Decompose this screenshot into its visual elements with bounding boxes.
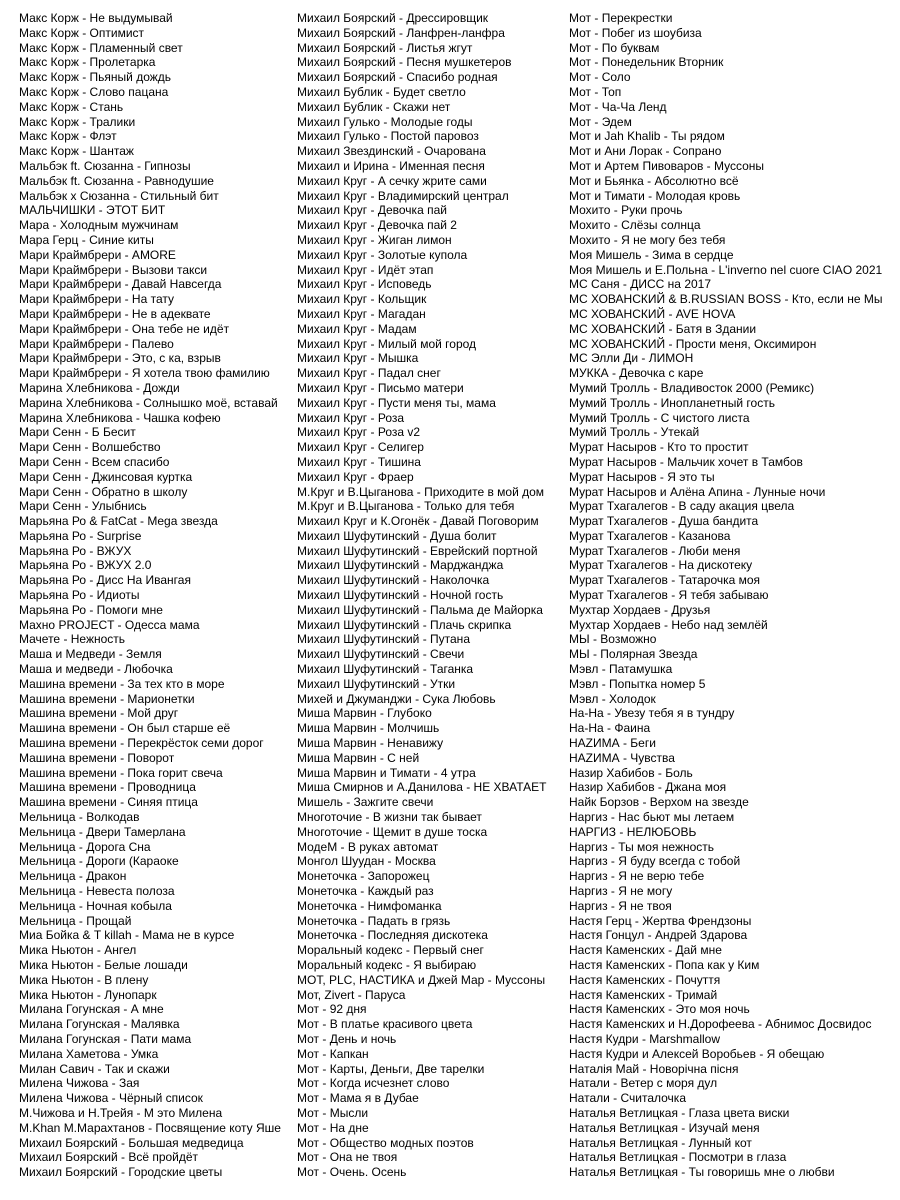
song-list-item: Мурат Тхагалегов - На дискотеку [569,558,753,573]
song-list-item: Машина времени - Перекрёсток семи дорог [19,736,264,751]
song-list-item: Михаил Круг - Исповедь [297,277,432,292]
song-list-item: Наталія Май - Новорічна пісня [569,1061,739,1076]
song-list-item: МОТ, PLC, НАСТИКА и Джей Мар - Муссоны [297,972,546,987]
song-list-item: Мари Сенн - Улыбнись [19,499,147,514]
song-list-item: Настя Каменских - Почуття [569,972,721,987]
song-list-item: Мот - Очень. Осень [297,1165,407,1180]
song-list-item: Михаил Боярский - Спасибо родная [297,70,498,85]
song-list-item: Михаил Гулько - Молодые годы [297,114,473,129]
song-list-item: Мумий Тролль - С чистого листа [569,410,750,425]
song-list-item: Машина времени - Марионетки [19,691,195,706]
song-list-item: Мари Краймбрери - Давай Навсегда [19,277,222,292]
song-list-item: Маша и медведи - Любочка [19,662,173,677]
song-list-item: М.Круг и В.Цыганова - Только для тебя [297,499,515,514]
song-list-item: Мари Сенн - Всем спасибо [19,454,170,469]
song-list-item: Михаил Бублик - Скажи нет [297,99,451,114]
song-list-item: Махно PROJECT - Одесса мама [19,617,200,632]
song-list-item: Многоточие - Щемит в душе тоска [297,824,488,839]
song-list-item: Милана Хаметова - Умка [19,1046,159,1061]
song-list-item: Настя Кудри и Алексей Воробьев - Я обещаю [569,1046,825,1061]
song-list-item: Михаил Круг - Владимирский централ [297,188,509,203]
song-list-item: Настя Каменских - Тримай [569,987,718,1002]
song-list-item: Мельница - Прощай [19,913,132,928]
song-list-item: МУККА - Девочка с каре [569,366,704,381]
song-list-item: Марина Хлебникова - Дожди [19,380,180,395]
song-list-item: Мот - Карты, Деньги, Две тарелки [297,1061,485,1076]
song-list-item: Мот - Перекрестки [569,11,673,25]
song-list-item: НАZИМА - Беги [569,736,656,751]
song-list-item: Макс Корж - Стань [19,99,124,114]
song-list-item: Машина времени - Пока горит свеча [19,765,223,780]
song-list-item: MC ХОВАНСКИЙ - Прости меня, Оксимирон [569,336,817,351]
song-list-item: Михаил Боярский - Большая медведица [19,1135,244,1150]
song-list-item: Мари Краймбрери - Не в адеквате [19,306,211,321]
song-list-item: Макс Корж - Тралики [19,114,136,129]
song-list-item: Михаил Боярский - Дрессировщик [297,11,489,25]
song-list-item: Натали - Считалочка [569,1091,686,1106]
song-list-item: Мурат Тхагалегов - Я тебя забываю [569,588,769,603]
song-list-item: Мот - По буквам [569,40,660,55]
song-list-item: Мишель - Зажгите свечи [297,795,434,810]
song-list-item: Марьяна Ро - Surprise [19,528,142,543]
song-list-column-3 [569,11,897,1180]
song-list-item: Наргиз - Я буду всегда с тобой [569,854,741,869]
song-list-item: МЫ - Возможно [569,632,657,647]
song-list-item: Милена Чижова - Зая [19,1076,140,1091]
song-list-item: Машина времени - Синяя птица [19,795,198,810]
song-list-item: Мурат Тхагалегов - Люби меня [569,543,741,558]
song-list-item: Мот - Эдем [569,114,632,129]
song-list-item: Михаил Шуфутинский - Душа болит [297,528,497,543]
song-list-item: Милена Чижова - Чёрный список [19,1091,203,1106]
song-list-item: Михаил Круг - Девочка пай 2 [297,218,457,233]
song-list-item: НАZИМА - Чувства [569,750,675,765]
song-list-item: Мальбэк ft. Сюзанна - Равнодушие [19,173,214,188]
song-list-item: Моя Мишель и Е.Польна - L'inverno nel cuore CIAO 2021 [569,262,883,277]
song-list-item: Монеточка - Последняя дискотека [297,928,488,943]
song-list-item: Михаил Круг - Магадан [297,306,426,321]
song-list-item: Мари Сенн - Джинсовая куртка [19,469,193,484]
song-list-item: Мот и Бьянка - Абсолютно всё [569,173,739,188]
song-list-item: Марина Хлебникова - Солнышко моё, вставай [19,395,278,410]
song-list-item: Михаил Круг - Кольщик [297,292,427,307]
song-list-item: Мот - День и ночь [297,1031,397,1046]
song-list-item: Мари Сенн - Обратно в школу [19,484,188,499]
song-list-item: Мухтар Хордаев - Друзья [569,602,711,617]
song-list-item: Мальбэк ft. Сюзанна - Гипнозы [19,158,191,173]
song-list-item: Мачете - Нежность [19,632,126,647]
song-list-item: Михаил Шуфутинский - Пальма де Майорка [297,602,543,617]
song-list-item: Михаил Круг - Тишина [297,454,421,469]
song-list-item: Михаил Шуфутинский - Утки [297,676,456,691]
song-list-item: Михаил Круг - Золотые купола [297,247,468,262]
song-list-item: Марьяна Ро - Идиоты [19,588,140,603]
song-list-item: Монеточка - Нимфоманка [297,898,442,913]
song-list-item: Милан Савич - Так и скажи [19,1061,170,1076]
song-list-item: Мот - Побег из шоубиза [569,25,702,40]
song-list-item: Марьяна Ро - Помоги мне [19,602,163,617]
song-list-item: Михаил Боярский - Городские цветы [19,1165,223,1180]
song-list-item: Многоточие - В жизни так бывает [297,810,482,825]
song-list-item: MC ХОВАНСКИЙ & B.RUSSIAN BOSS - Кто, если не Мы [569,292,883,307]
song-list-item: Моральный кодекс - Первый снег [297,943,484,958]
song-list-item: Марьяна Ро - ВЖУХ 2.0 [19,558,152,573]
song-list-item: Михаил Шуфутинский - Путана [297,632,470,647]
song-list-item: Машина времени - Проводница [19,780,196,795]
song-list-item: Михаил Звездинский - Очарована [297,144,486,159]
song-list-item: Мот, Zivert - Паруса [297,987,406,1002]
song-list-item: Мот - Капкан [297,1046,369,1061]
song-list-item: Милана Гогунская - А мне [19,1002,164,1017]
song-list-item: Михаил Шуфутинский - Таганка [297,662,474,677]
song-list-item: Миа Бойка & T killah - Мама не в курсе [19,928,235,943]
song-list-item: Мурат Тхагалегов - В саду акация цвела [569,499,795,514]
song-list-item: Михаил Круг - Девочка пай [297,203,447,218]
song-list-item: НАРГИЗ - НЕЛЮБОВЬ [569,824,697,839]
song-list-item: Мика Ньютон - Лунопарк [19,987,157,1002]
song-list-item: Монеточка - Каждый раз [297,884,434,899]
song-list-item: Настя Герц - Жертва Френдзоны [569,913,752,928]
song-list-item: Мэвл - Патамушка [569,662,673,677]
song-list-item: Маша и Медведи - Земля [19,647,162,662]
song-list-item: Мельница - Дороги (Караоке [19,854,179,869]
song-list-item: Натали - Ветер с моря дул [569,1076,718,1091]
song-list-item: Мельница - Дорога Сна [19,839,151,854]
song-list-item: Настя Каменских и Н.Дорофеева - Абнимос Досвидос [569,1017,872,1032]
song-list-item: Мари Краймбрери - Это, с ка, взрыв [19,351,221,366]
song-list-item: Михаил Круг - Жиган лимон [297,232,452,247]
song-list-item: Мари Краймбрери - Она тебе не идёт [19,321,230,336]
song-list-item: Мот - Мама я в Дубае [297,1091,419,1106]
song-list-item: Машина времени - Мой друг [19,706,179,721]
song-list-item: Макс Корж - Пролетарка [19,55,156,70]
song-list-item: Михаил Боярский - Листья жгут [297,40,473,55]
song-list-item: МЫ - Полярная Звезда [569,647,698,662]
song-list-item: Мика Ньютон - Белые лошади [19,958,188,972]
song-list-item: Мельница - Двери Тамерлана [19,824,186,839]
song-list-item: Михаил Шуфутинский - Свечи [297,647,465,662]
song-list-item: Машина времени - Поворот [19,750,175,765]
song-list-item: Миша Марвин - Молчишь [297,721,440,736]
song-list-item: Монеточка - Падать в грязь [297,913,451,928]
song-list-item: Мот - Топ [569,84,622,99]
song-list-item: Назир Хабибов - Боль [569,765,693,780]
song-list-item: Михаил Боярский - Всё пройдёт [19,1150,199,1165]
song-list-item: Наргиз - Ты моя нежность [569,839,715,854]
song-list-item: Михаил Шуфутинский - Плачь скрипка [297,617,512,632]
song-list-item: Михаил Гулько - Постой паровоз [297,129,479,144]
song-list-item: Михаил Круг - Мадам [297,321,417,336]
song-list-item: Миша Марвин - Ненавижу [297,736,444,751]
song-list-item: На-На - Увезу тебя я в тундру [569,706,735,721]
song-list-item: Мохито - Руки прочь [569,203,683,218]
song-list-item: Мурат Тхагалегов - Татарочка моя [569,573,761,588]
song-list-item: Наталья Ветлицкая - Посмотри в глаза [569,1150,787,1165]
song-list-item: Мурат Насыров - Мальчик хочет в Тамбов [569,454,803,469]
song-list-item: Михаил Круг - Милый мой город [297,336,477,351]
song-list-item: Моя Мишель - Зима в сердце [569,247,734,262]
song-list-item: Мурат Насыров - Я это ты [569,469,715,484]
song-list-item: Наталья Ветлицкая - Изучай меня [569,1120,760,1135]
song-list-item: Мот и Тимати - Молодая кровь [569,188,741,203]
song-list-item: Мэвл - Холодок [569,691,656,706]
song-list-item: Мельница - Дракон [19,869,127,884]
song-list-item: Мот и Jah Khalib - Ты рядом [569,129,725,144]
song-list-item: Настя Каменских - Дай мне [569,943,722,958]
song-list-item: Мухтар Хордаев - Небо над землёй [569,617,768,632]
song-list-item: Михаил Круг и К.Огонёк - Давай Поговорим [297,514,539,529]
song-list-item: Михаил Круг - Мышка [297,351,419,366]
song-list-column-2 [297,11,559,1180]
song-list-item: Милана Гогунская - Малявка [19,1017,180,1032]
song-list-item: Михаил Бублик - Будет светло [297,84,466,99]
song-list-item: MC ХОВАНСКИЙ - Батя в Здании [569,321,757,336]
song-list-item: Машина времени - Он был старше её [19,721,231,736]
song-list-item: Мурат Насыров - Кто то простит [569,440,749,455]
song-list-item: Макс Корж - Оптимист [19,25,145,40]
song-list-item: Макс Корж - Слово пацана [19,84,169,99]
song-list-item: Настя Каменских - Это моя ночь [569,1002,750,1017]
song-list-item: MC Саня - ДИСС на 2017 [569,277,712,292]
song-list-item: Мари Краймбрери - На тату [19,292,175,307]
song-list-item: Мот - Мысли [297,1105,369,1120]
song-list-item: Мельница - Волкодав [19,810,140,825]
song-list-item: МАЛЬЧИШКИ - ЭТОТ БИТ [19,203,166,218]
song-list-item: Михаил Круг - А сечку жрите сами [297,173,487,188]
song-list-item: Миша Марвин - Глубоко [297,706,432,721]
song-list-item: Наргиз - Я не могу [569,884,673,899]
song-list-item: Наргиз - Я не твоя [569,898,672,913]
song-list-item: Марина Хлебникова - Чашка кофею [19,410,221,425]
song-list-item: Мот - Ча-Ча Ленд [569,99,667,114]
song-list-item: Мельница - Ночная кобыла [19,898,172,913]
song-list-item: Михаил Круг - Селигер [297,440,424,455]
song-list-item: Миша Марвин - С ней [297,750,420,765]
song-list-item: Мика Ньютон - В плену [19,972,149,987]
song-list-item: Мари Сенн - Б Бесит [19,425,136,440]
song-list-column-1 [19,11,291,1180]
song-list-item: Михаил Круг - Письмо матери [297,380,464,395]
song-list-item: Мурат Тхагалегов - Душа бандита [569,514,759,529]
song-list-item: Настя Кудри - Marshmallow [569,1031,720,1046]
song-list-item: Миша Марвин и Тимати - 4 утра [297,765,476,780]
song-list-item: Михаил Боярский - Ланфрен-ланфра [297,25,505,40]
song-list-item: Михаил Боярский - Песня мушкетеров [297,55,512,70]
song-list-item: Макс Корж - Пьяный дождь [19,70,172,85]
song-list-item: Мохито - Я не могу без тебя [569,232,726,247]
song-list-item: Монгол Шуудан - Москва [297,854,436,869]
song-list-item: Михаил Круг - Фраер [297,469,414,484]
song-list-item: Настя Каменских - Попа как у Ким [569,958,760,972]
song-list-item: Михаил Шуфутинский - Ночной гость [297,588,504,603]
song-list-item: Михей и Джуманджи - Сука Любовь [297,691,496,706]
song-list-item: Мара Герц - Синие киты [19,232,154,247]
song-list-item: Мика Ньютон - Ангел [19,943,137,958]
song-list-item: Мумий Тролль - Владивосток 2000 (Ремикс) [569,380,815,395]
song-list-item: Мурат Тхагалегов - Казанова [569,528,731,543]
song-list-item: Мумий Тролль - Инопланетный гость [569,395,775,410]
song-list-item: Настя Гонцул - Андрей Здарова [569,928,748,943]
song-list-item: Милана Гогунская - Пати мама [19,1031,192,1046]
song-list-item: Наталья Ветлицкая - Глаза цвета виски [569,1105,790,1120]
song-list-item: Мот и Ани Лорак - Сопрано [569,144,722,159]
song-list-item: Мари Краймбрери - Я хотела твою фамилию [19,366,270,381]
song-list-item: Мальбэк x Сюзанна - Стильный бит [19,188,219,203]
song-list-item: Мельница - Невеста полоза [19,884,175,899]
song-list-item: Мохито - Слёзы солнца [569,218,701,233]
song-list-item: Михаил Круг - Падал снег [297,366,441,381]
song-list-item: Мот - Соло [569,70,631,85]
song-list-item: Мот - Когда исчезнет слово [297,1076,450,1091]
song-list-item: Мот - На дне [297,1120,369,1135]
song-list-item: Мэвл - Попытка номер 5 [569,676,706,691]
song-list-item: Марьяна Ро - Дисс На Ивангая [19,573,191,588]
song-list-item: Михаил Шуфутинский - Марджанджа [297,558,504,573]
song-list-item: Мари Сенн - Волшебство [19,440,161,455]
song-list-item: Михаил Круг - Идёт этап [297,262,434,277]
song-list-item: Наталья Ветлицкая - Лунный кот [569,1135,752,1150]
song-list-item: Михаил Круг - Пусти меня ты, мама [297,395,496,410]
song-list-item: Мот - В платье красивого цвета [297,1017,473,1032]
song-list-item: MC ХОВАНСКИЙ - AVE HOVA [569,306,736,321]
song-list-item: Мот - Общество модных поэтов [297,1135,474,1150]
song-list-item: Моральный кодекс - Я выбираю [297,958,477,972]
song-list-item: M.Khan M.Марахтанов - Посвящение коту Яше [19,1120,281,1135]
song-list-item: Макс Корж - Шантаж [19,144,134,159]
song-list-item: М.Круг и В.Цыганова - Приходите в мой дом [297,484,545,499]
song-list-item: Мара - Холодным мужчинам [19,218,179,233]
song-list-item: Мари Краймбрери - Вызови такси [19,262,208,277]
song-list-item: Мари Краймбрери - Палево [19,336,174,351]
song-list-item: Мумий Тролль - Утекай [569,425,700,440]
song-list-item: На-На - Фаина [569,721,651,736]
song-list-item: МодеМ - В руках автомат [297,839,439,854]
song-list-item: Машина времени - За тех кто в море [19,676,225,691]
song-list-item: Монеточка - Запорожец [297,869,430,884]
song-list-item: Михаил Круг - Роза [297,410,405,425]
song-list-item: Мот - Она не твоя [297,1150,398,1165]
song-list-item: М.Чижова и Н.Трейя - М это Милена [19,1105,223,1120]
song-list-item: Михаил Шуфутинский - Еврейский портной [297,543,538,558]
song-list-item: MC Элли Ди - ЛИМОН [569,351,694,366]
song-list-item: Наталья Ветлицкая - Ты говоришь мне о любви [569,1165,835,1180]
song-list-item: Макс Корж - Не выдумывай [19,11,173,25]
song-list-item: Михаил и Ирина - Именная песня [297,158,485,173]
song-list-item: Мот - Понедельник Вторник [569,55,724,70]
song-list-item: Марьяна Ро - ВЖУХ [19,543,132,558]
song-list-item: Мурат Насыров и Алёна Апина - Лунные ночи [569,484,826,499]
song-list-item: Макс Корж - Пламенный свет [19,40,183,55]
song-list-item: Наргиз - Я не верю тебе [569,869,705,884]
song-list-item: Миша Смирнов и А.Данилова - НЕ ХВАТАЕТ [297,780,547,795]
song-list-item: Макс Корж - Флэт [19,129,117,144]
song-list-item: Мот - 92 дня [297,1002,367,1017]
song-list-item: Мари Краймбрери - AMORE [19,247,176,262]
song-list-item: Назир Хабибов - Джана моя [569,780,727,795]
song-list-item: Найк Борзов - Верхом на звезде [569,795,749,810]
song-list-item: Наргиз - Нас бьют мы летаем [569,810,735,825]
song-list-item: Марьяна Ро & FatCat - Mega звезда [19,514,218,529]
song-list-item: Михаил Круг - Роза v2 [297,425,421,440]
song-list-item: Мот и Артем Пивоваров - Муссоны [569,158,765,173]
song-list-item: Михаил Шуфутинский - Наколочка [297,573,490,588]
